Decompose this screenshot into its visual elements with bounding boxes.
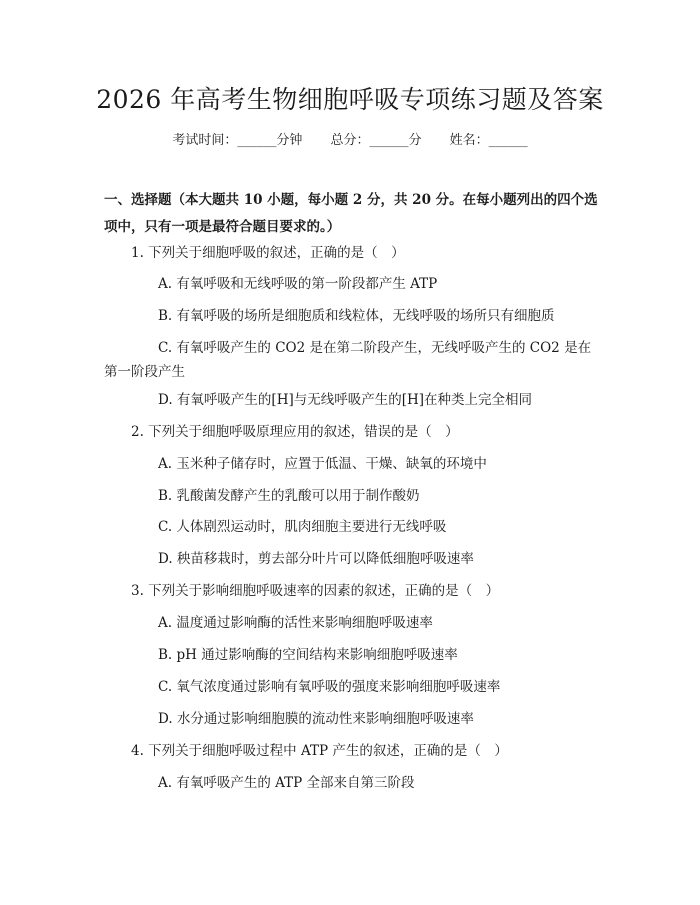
question-option: A. 有氧呼吸和无线呼吸的第一阶段都产生 ATP xyxy=(158,276,438,292)
question-option: C. 有氧呼吸产生的 CO2 是在第二阶段产生，无线呼吸产生的 CO2 是在第一阶段产生 xyxy=(104,340,592,380)
section-heading: 一、选择题（本大题共 10 小题，每小题 2 分，共 20 分。在每小题列出的四个选项中，只有一项是最符合题目要求的。） xyxy=(104,192,598,235)
question-option: B. 乳酸菌发酵产生的乳酸可以用于制作酸奶 xyxy=(158,488,420,504)
question-option: A. 有氧呼吸产生的 ATP 全部来自第三阶段 xyxy=(158,775,415,791)
question-option: B. pH 通过影响酶的空间结构来影响细胞呼吸速率 xyxy=(158,647,458,663)
exam-meta xyxy=(0,130,700,152)
question-option: D. 水分通过影响细胞膜的流动性来影响细胞呼吸速率 xyxy=(158,711,474,727)
question-stem: 1. 下列关于细胞呼吸的叙述，正确的是（ ） xyxy=(131,245,405,261)
question-option: A. 温度通过影响酶的活性来影响细胞呼吸速率 xyxy=(158,615,433,631)
question-option: B. 有氧呼吸的场所是细胞质和线粒体，无线呼吸的场所只有细胞质 xyxy=(158,308,555,324)
question-option: D. 有氧呼吸产生的[H]与无线呼吸产生的[H]在种类上完全相同 xyxy=(158,392,533,408)
question-stem: 2. 下列关于细胞呼吸原理应用的叙述，错误的是（ ） xyxy=(131,424,459,440)
exam-time: 考试时间：______分钟 xyxy=(172,133,303,148)
question-option: C. 人体剧烈运动时，肌肉细胞主要进行无线呼吸 xyxy=(158,519,447,535)
exam-score: 总分：______分 xyxy=(330,133,422,148)
question-option: A. 玉米种子储存时，应置于低温、干燥、缺氧的环境中 xyxy=(158,456,487,472)
question-stem: 3. 下列关于影响细胞呼吸速率的因素的叙述，正确的是（ ） xyxy=(131,583,500,599)
question-stem: 4. 下列关于细胞呼吸过程中 ATP 产生的叙述，正确的是（ ） xyxy=(131,743,508,759)
question-option: D. 秧苗移栽时，剪去部分叶片可以降低细胞呼吸速率 xyxy=(158,551,474,567)
question-option: C. 氧气浓度通过影响有氧呼吸的强度来影响细胞呼吸速率 xyxy=(158,679,501,695)
exam-name: 姓名：______ xyxy=(449,133,528,148)
page-title: 2026 年高考生物细胞呼吸专项练习题及答案 xyxy=(96,85,604,114)
